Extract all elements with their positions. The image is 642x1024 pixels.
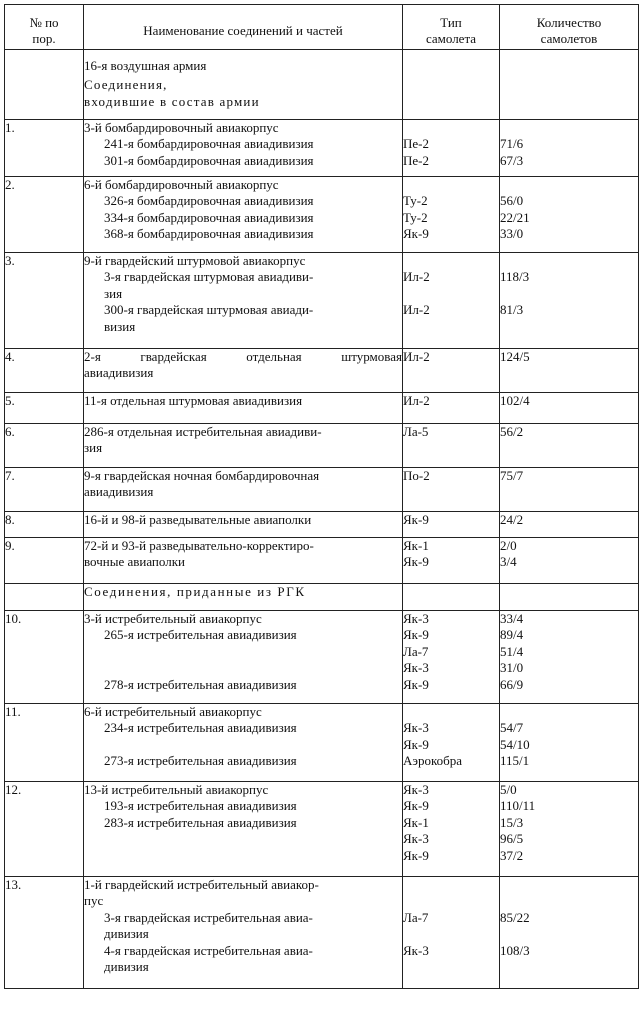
table-row: 3. 9-й гвардейский штурмовой авиакорпус 3-я гвардейская штурмовая авиадиви- зия 300-я гвардейская штурмовая авиади- визия Ил-2 Ил-2 118/3 81/3: [5, 253, 639, 349]
section-row-attached: [5, 584, 639, 611]
table-row: 1. 3-й бомбардировочный авиакорпус 241-я бомбардировочная авиадивизия 301-я бомбардировочная авиадивизия Пе-2 Пе-2 71/6 67/3: [5, 120, 639, 177]
table-row: 7. 9-я гвардейская ночная бомбардировочная авиадивизия По-2 75/7: [5, 468, 639, 512]
section-title-own: Соединения,: [84, 77, 168, 93]
table-row: 9. 72-й и 93-й разведывательно-корректиро- вочные авиаполки Як-1 Як-9 2/0 3/4: [5, 538, 639, 584]
header-qty: Количество самолетов: [500, 5, 639, 50]
table-row: 2. 6-й бомбардировочный авиакорпус 326-я бомбардировочная авиадивизия 334-я бомбардировочная авиадивизия 368-я бомбардировочная авиадивизия Ту-2 Ту-2 Як-9 56/0 22/21 33/0: [5, 177, 639, 253]
table-row: 12. 13-й истребительный авиакорпус 193-я истребительная авиадивизия 283-я истребительная авиадивизия Як-3 Як-9 Як-1 Як-3 Як-9 5/0 110/11 15/3 96/5 37/2: [5, 782, 639, 877]
header-name: Наименование соединений и частей: [84, 5, 403, 50]
table-row: 10. 3-й истребительный авиакорпус 265-я истребительная авиадивизия 278-я истребительная авиадивизия Як-3 Як-9 Ла-7 Як-3 Як-9 33/4 89/4 51/4 31/0 66/9: [5, 611, 639, 704]
table-row: 5. 11-я отдельная штурмовая авиадивизия Ил-2 102/4: [5, 393, 639, 424]
table-header-row: [5, 5, 639, 50]
table-row: 13. 1-й гвардейский истребительный авиакор- пус 3-я гвардейская истребительная авиа- дивизия 4-я гвардейская истребительная авиа- дивизия Ла-7 Як-3 85/22 108/3: [5, 877, 639, 989]
header-num: № по пор.: [5, 5, 84, 50]
section-title-attached: Соединения, приданные из РГК: [84, 584, 306, 599]
army-section-row: [5, 50, 639, 120]
aviation-units-table: [4, 4, 639, 989]
section-subtitle-own: входившие в состав армии: [84, 93, 260, 109]
army-title: 16-я воздушная армия: [84, 58, 207, 73]
table-row: 11. 6-й истребительный авиакорпус 234-я истребительная авиадивизия 273-я истребительная авиадивизия Як-3 Як-9 Аэрокобра 54/7 54/10 115/1: [5, 704, 639, 782]
table-row: 6. 286-я отдельная истребительная авиадиви- зия Ла-5 56/2: [5, 424, 639, 468]
table-row: 4. 2-я гвардейская отдельная штурмовая авиадивизия Ил-2 124/5: [5, 349, 639, 393]
table-row: 8. 16-й и 98-й разведывательные авиаполки Як-9 24/2: [5, 512, 639, 538]
header-type: Тип самолета: [403, 5, 500, 50]
